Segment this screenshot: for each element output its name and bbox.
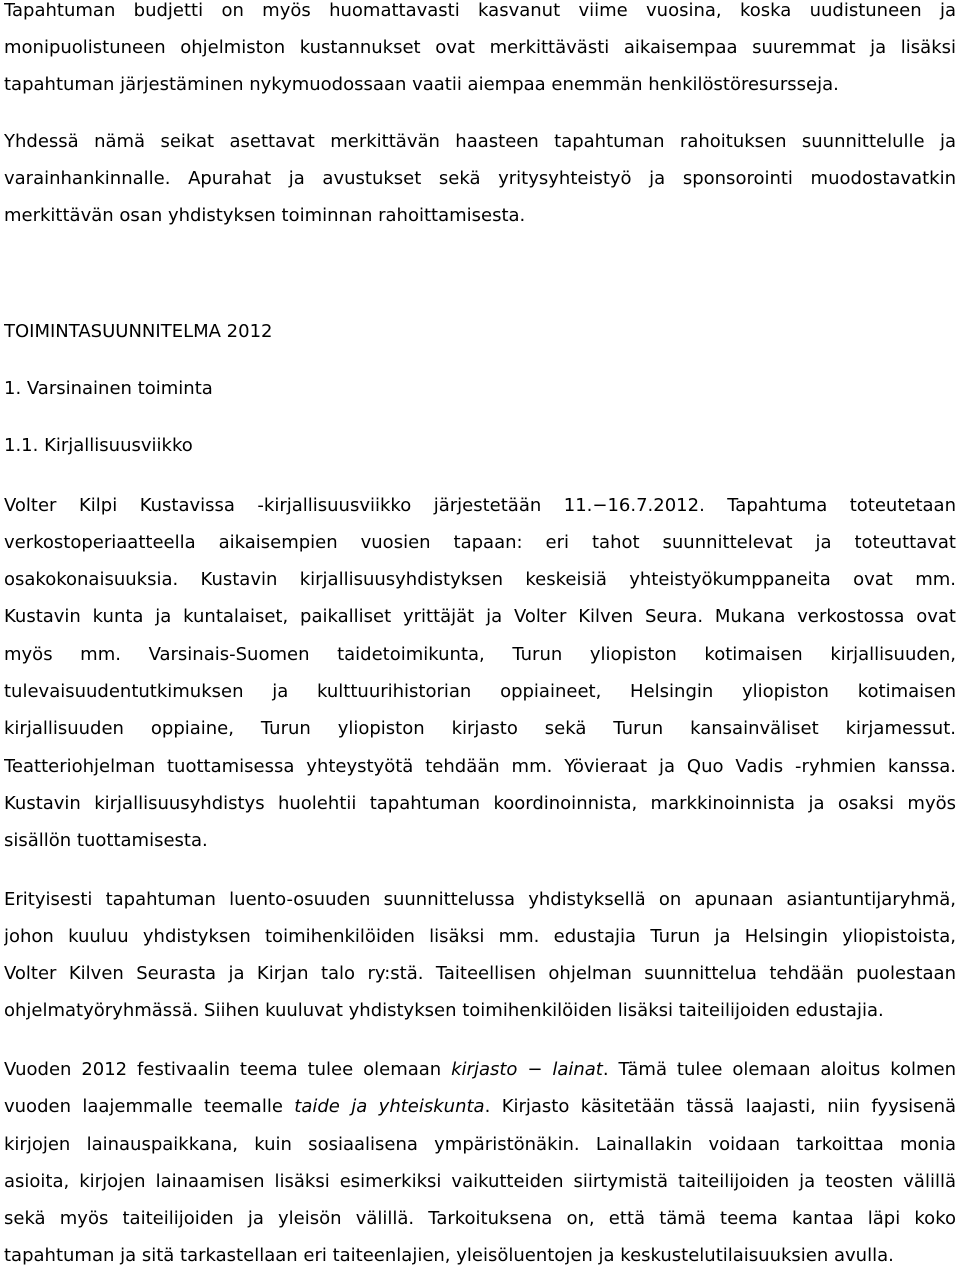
paragraph-line: Kustavin kunta ja kuntalaiset, paikalliset yrittäjät ja Volter Kilven Seura. Mukana verkostossa ovat <box>4 606 956 627</box>
section-heading-1-1: 1.1. Kirjallisuusviikko <box>4 435 193 456</box>
intro-line: tapahtuman järjestäminen nykymuodossaan vaatii aiempaa enemmän henkilöstöresursseja. <box>4 74 839 95</box>
text-run: . Tämä tulee olemaan aloitus kolmen <box>602 1059 956 1080</box>
text-run: vuoden laajemmalle teemalle <box>4 1096 295 1117</box>
intro-line: Tapahtuman budjetti on myös huomattavasti kasvanut viime vuosina, koska uudistuneen ja <box>4 0 956 21</box>
plan-title: TOIMINTASUUNNITELMA 2012 <box>4 321 273 342</box>
paragraph-line <box>4 1055 956 1085</box>
paragraph-line: verkostoperiaatteella aikaisempien vuosien tapaan: eri tahot suunnittelevat ja toteuttavat <box>4 532 956 553</box>
paragraph-line: johon kuuluu yhdistyksen toimihenkilöiden lisäksi mm. edustajia Turun ja Helsingin yliopistoista, <box>4 926 956 947</box>
intro-line: varainhankinnalle. Apurahat ja avustukset sekä yritysyhteistyö ja sponsorointi muodostavatkin <box>4 168 956 189</box>
section-heading-1: 1. Varsinainen toiminta <box>4 378 213 399</box>
paragraph-line: Kustavin kirjallisuusyhdistys huolehtii tapahtuman koordinoinnista, markkinoinnista ja osaksi myös <box>4 793 956 814</box>
theme-emphasis: taide ja yhteiskunta <box>294 1096 485 1117</box>
theme-emphasis: kirjasto − lainat <box>451 1059 603 1080</box>
paragraph-line: Volter Kilven Seurasta ja Kirjan talo ry:stä. Taiteellisen ohjelman suunnittelua tehdään puolestaan <box>4 963 956 984</box>
intro-line: monipuolistuneen ohjelmiston kustannukset ovat merkittävästi aikaisempaa suuremmat ja lisäksi <box>4 37 956 58</box>
paragraph-line: Teatteriohjelman tuottamisessa yhteystyötä tehdään mm. Yövieraat ja Quo Vadis -ryhmien kanssa. <box>4 756 956 777</box>
paragraph-line: Erityisesti tapahtuman luento-osuuden suunnittelussa yhdistyksellä on apunaan asiantuntijaryhmä, <box>4 889 956 910</box>
paragraph-line: osakokonaisuuksia. Kustavin kirjallisuusyhdistyksen keskeisiä yhteistyökumppaneita ovat mm. <box>4 569 956 590</box>
paragraph-line: myös mm. Varsinais-Suomen taidetoimikunta, Turun yliopiston kotimaisen kirjallisuuden, <box>4 644 956 665</box>
paragraph-line: sekä myös taiteilijoiden ja yleisön välillä. Tarkoituksena on, että tämä teema kantaa läpi koko <box>4 1208 956 1229</box>
paragraph-line: tapahtuman ja sitä tarkastellaan eri taiteenlajien, yleisöluentojen ja keskustelutilaisuuksien avulla. <box>4 1245 894 1266</box>
paragraph-line: kirjallisuuden oppiaine, Turun yliopiston kirjasto sekä Turun kansainväliset kirjamessut. <box>4 718 956 739</box>
paragraph-line: ohjelmatyöryhmässä. Siihen kuuluvat yhdistyksen toimihenkilöiden lisäksi taiteilijoiden edustajia. <box>4 1000 884 1021</box>
paragraph-line: sisällön tuottamisesta. <box>4 830 208 851</box>
paragraph-line: kirjojen lainauspaikkana, kuin sosiaalisena ympäristönäkin. Lainallakin voidaan tarkoittaa monia <box>4 1134 956 1155</box>
paragraph-line: tulevaisuudentutkimuksen ja kulttuurihistorian oppiaineet, Helsingin yliopiston kotimaisen <box>4 681 956 702</box>
intro-line: merkittävän osan yhdistyksen toiminnan rahoittamisesta. <box>4 205 526 226</box>
text-run: Vuoden 2012 festivaalin teema tulee olemaan <box>4 1059 452 1080</box>
text-run: . Kirjasto käsitetään tässä laajasti, niin fyysisenä <box>484 1096 956 1117</box>
paragraph-line <box>4 1092 956 1122</box>
paragraph-line: Volter Kilpi Kustavissa -kirjallisuusviikko järjestetään 11.−16.7.2012. Tapahtuma toteutetaan <box>4 495 956 516</box>
paragraph-line: asioita, kirjojen lainaamisen lisäksi esimerkiksi vaikutteiden siirtymistä taiteilijoiden ja teosten välillä <box>4 1171 956 1192</box>
intro-line: Yhdessä nämä seikat asettavat merkittävän haasteen tapahtuman rahoituksen suunnittelulle ja <box>4 131 956 152</box>
